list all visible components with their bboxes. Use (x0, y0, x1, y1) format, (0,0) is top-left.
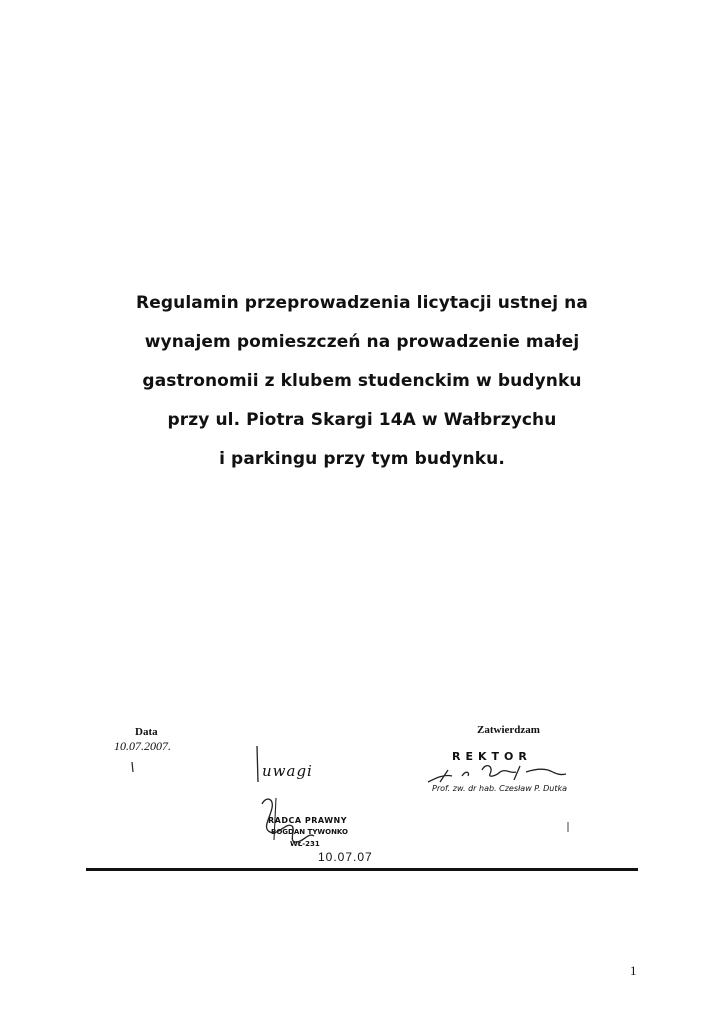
legal-counsel-stamp-title: RADCA PRAWNY (268, 816, 348, 825)
date-label: Data (135, 726, 158, 738)
title-line: wynajem pomieszczeń na prowadzenie małej (144, 332, 580, 352)
title-line: i parkingu przy tym budynku. (219, 449, 505, 469)
horizontal-rule (86, 868, 638, 871)
page-number: 1 (630, 963, 637, 978)
stamp-date: 10.07.07 (318, 850, 373, 864)
title-line: gastronomii z klubem studenckim w budynku (142, 371, 582, 391)
rector-signature (428, 766, 566, 782)
approve-label: Zatwierdzam (477, 724, 540, 736)
document-title (100, 284, 624, 479)
title-line: przy ul. Piotra Skargi 14A w Wałbrzychu (167, 410, 557, 430)
pen-mark (132, 762, 133, 772)
title-line: Regulamin przeprowadzenia licytacji ustnej na (136, 293, 588, 313)
rector-title: REKTOR (452, 750, 532, 763)
date-value: 10.07.2007. (114, 739, 171, 753)
legal-counsel-stamp-name: BOGDAN TYWONKO (271, 828, 348, 836)
rector-name-stamp: Prof. zw. dr hab. Czesław P. Dutka (432, 784, 568, 793)
remarks-handwritten: uwagi (262, 762, 313, 780)
pen-mark (257, 746, 258, 782)
legal-counsel-stamp-code: WŁ-231 (290, 840, 320, 848)
